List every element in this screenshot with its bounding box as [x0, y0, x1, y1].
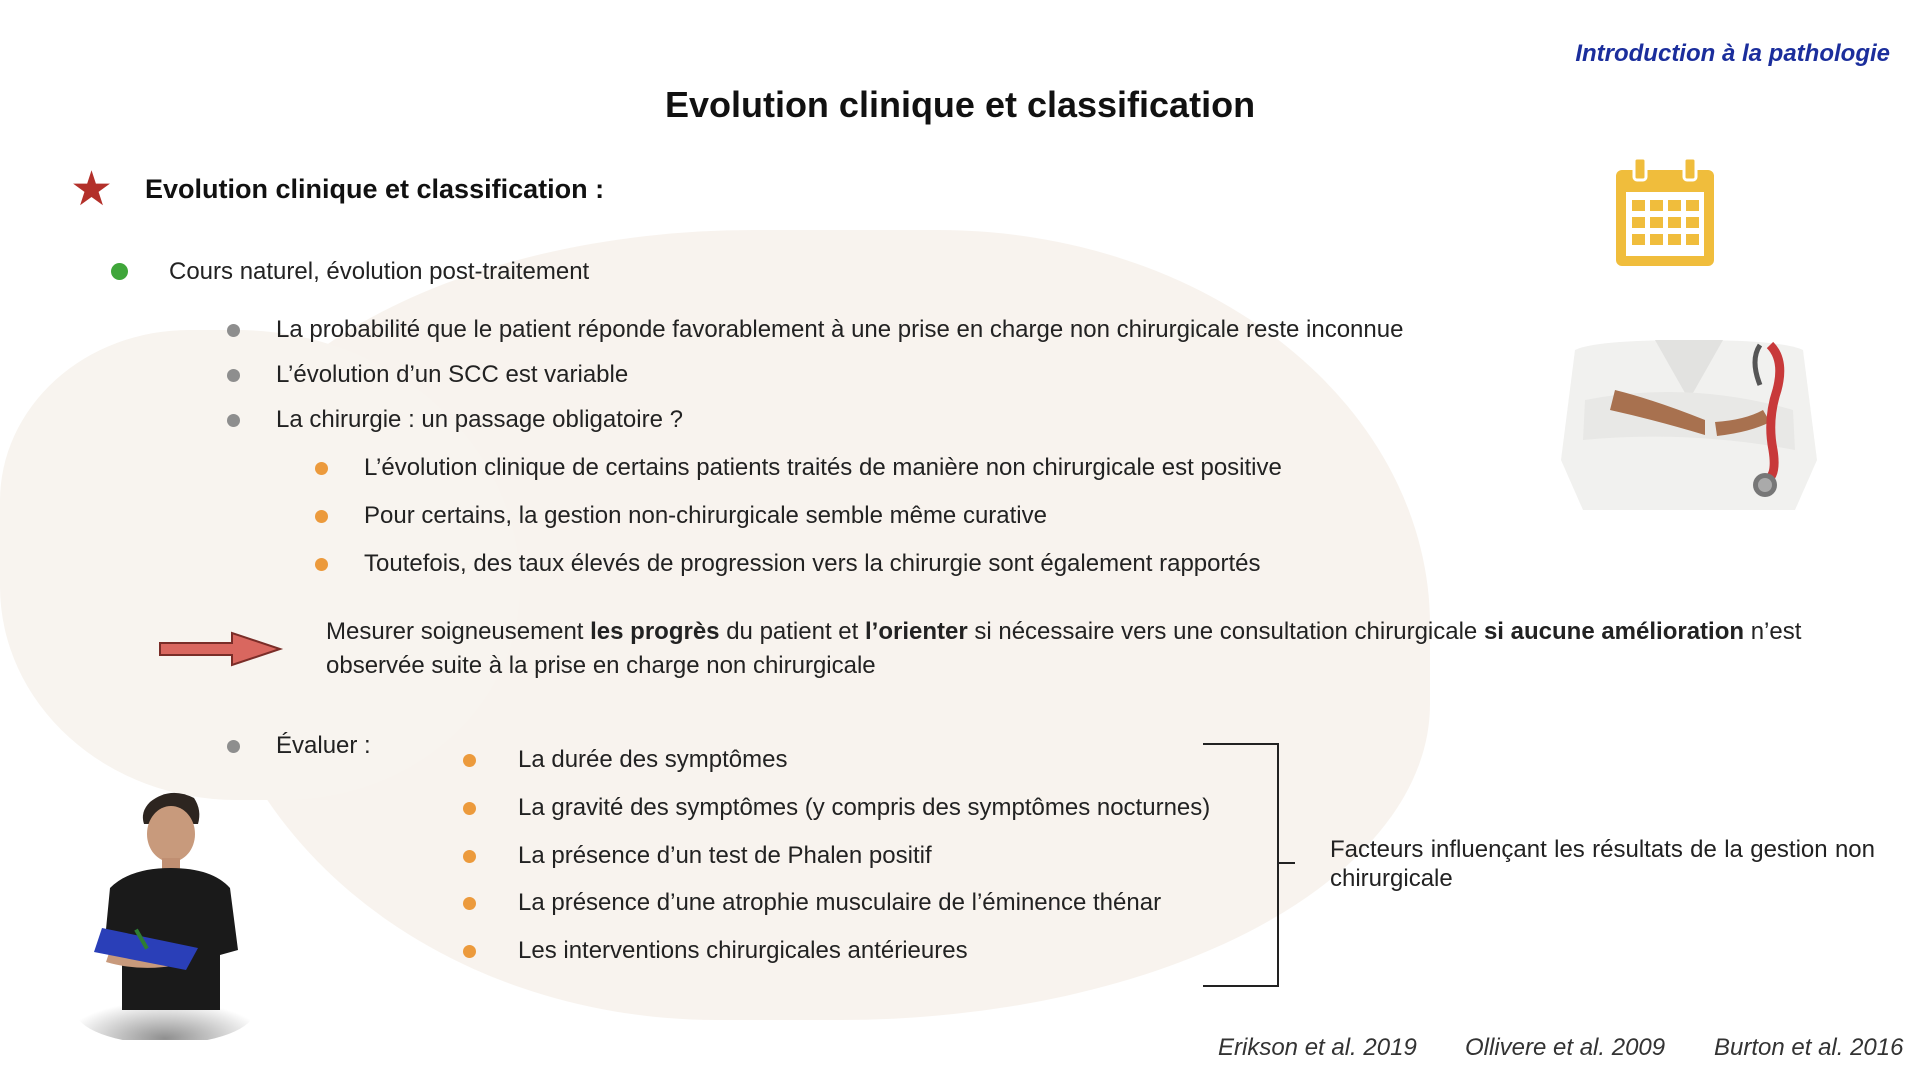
- bullet-gray: [227, 369, 240, 382]
- reference: Erikson et al. 2019: [1218, 1034, 1417, 1061]
- factors-summary: Facteurs influençant les résultats de la gestion non chirurgicale: [1330, 836, 1875, 892]
- grouping-bracket-tick: [1277, 862, 1295, 864]
- star-icon: ★: [70, 163, 114, 216]
- level2-text: La probabilité que le patient réponde favorablement à une prise en charge non chirurgicale reste inconnue: [276, 316, 1404, 343]
- evaluate-item: La présence d’un test de Phalen positif: [518, 842, 932, 869]
- key-takeaway-note: Mesurer soigneusement les progrès du patient et l’orienter si nécessaire vers une consultation chirurgicale si aucune amélioration n’est observée suite à la prise en charge non chirurgicale: [326, 618, 1802, 679]
- therapist-photo: [70, 780, 250, 1040]
- bullet-gray: [227, 740, 240, 753]
- slide-title: Evolution clinique et classification: [664, 84, 1256, 125]
- emphasis: si aucune amélioration: [1483, 618, 1745, 645]
- calendar-icon: [1612, 156, 1718, 270]
- section-heading: Evolution clinique et classification :: [145, 174, 605, 204]
- bullet-orange: [463, 754, 476, 767]
- reference: Ollivere et al. 2009: [1465, 1034, 1666, 1061]
- bullet-gray: [227, 414, 240, 427]
- level3-text: Toutefois, des taux élevés de progression vers la chirurgie sont également rapportés: [364, 550, 1261, 577]
- level1-text: Cours naturel, évolution post-traitement: [169, 258, 590, 285]
- level2-text: L’évolution d’un SCC est variable: [276, 361, 629, 388]
- section-label: Introduction à la pathologie: [1575, 40, 1890, 67]
- evaluate-item: Les interventions chirurgicales antérieures: [518, 937, 968, 964]
- bullet-orange: [463, 897, 476, 910]
- bullet-orange: [315, 558, 328, 571]
- bullet-orange: [463, 850, 476, 863]
- evaluate-item: La présence d’une atrophie musculaire de l’éminence thénar: [518, 889, 1162, 916]
- bullet-orange: [315, 510, 328, 523]
- evaluate-label: Évaluer :: [276, 732, 371, 759]
- level2-text: La chirurgie : un passage obligatoire ?: [276, 406, 683, 433]
- emphasis: les progrès: [590, 618, 720, 645]
- bullet-gray: [227, 324, 240, 337]
- bullet-orange: [463, 802, 476, 815]
- bullet-orange: [463, 945, 476, 958]
- evaluate-item: La durée des symptômes: [518, 746, 788, 773]
- reference: Burton et al. 2016: [1714, 1034, 1904, 1061]
- bullet-orange: [315, 462, 328, 475]
- emphasis: l’orienter: [864, 618, 968, 645]
- level3-text: L’évolution clinique de certains patients traités de manière non chirurgicale est positive: [364, 454, 1282, 481]
- level3-text: Pour certains, la gestion non-chirurgicale semble même curative: [364, 502, 1047, 529]
- evaluate-item: La gravité des symptômes (y compris des symptômes nocturnes): [518, 794, 1211, 821]
- bullet-green: [111, 263, 128, 280]
- doctor-photo: [1555, 340, 1823, 510]
- arrow-right-icon: [158, 630, 284, 668]
- grouping-bracket: [1203, 743, 1279, 987]
